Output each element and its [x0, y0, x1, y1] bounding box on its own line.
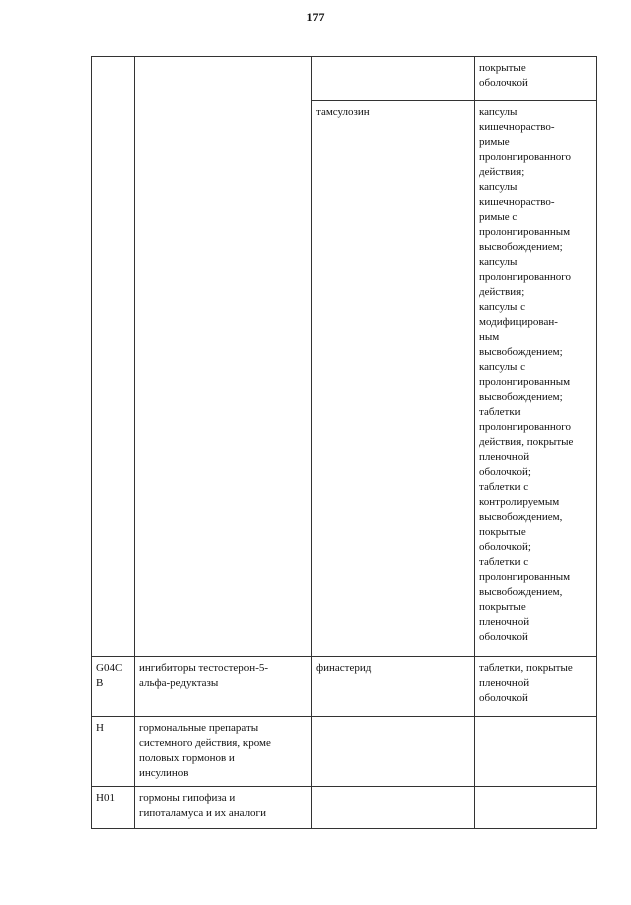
form-text-line: капсулы [479, 181, 518, 193]
group-text-line: ингибиторы тестостерон-5- [139, 662, 269, 674]
form-text-line: капсулы [479, 256, 518, 268]
form-text-line: пролонгированным [479, 226, 571, 238]
drug-cell [312, 787, 475, 829]
form-text-line: капсулы с [479, 361, 526, 373]
table-row [92, 787, 597, 829]
code-text-line: B [96, 677, 104, 689]
form-text-line: пролонгированным [479, 376, 571, 388]
form-text-line: оболочкой [479, 631, 528, 643]
form-text-line: оболочкой; [479, 466, 531, 478]
table-row [92, 57, 597, 101]
form-cell [475, 657, 597, 717]
drug-table [91, 56, 597, 829]
form-text-line: действия; [479, 286, 525, 298]
form-text-line: оболочкой; [479, 541, 531, 553]
form-text-line: высвобождением; [479, 241, 563, 253]
table-row [92, 657, 597, 717]
drug-cell [312, 57, 475, 101]
form-text-line: таблетки с [479, 556, 529, 568]
form-text-line: капсулы с [479, 301, 526, 313]
form-cell [475, 787, 597, 829]
group-text-line: гормоны гипофиза и [139, 792, 236, 804]
group-cell [135, 57, 312, 657]
form-text-line: кишечнораство- [479, 196, 555, 208]
code-cell [92, 787, 135, 829]
group-text-line: гипоталамуса и их аналоги [139, 807, 266, 819]
form-cell [475, 57, 597, 101]
drug-cell [312, 717, 475, 787]
form-text-line: модифицирован- [479, 316, 558, 328]
group-text-line: системного действия, кроме [139, 737, 271, 749]
form-text-line: пленочной [479, 677, 530, 689]
code-text-line: H [96, 722, 104, 734]
page-number: 177 [306, 10, 325, 24]
form-text-line: покрытые [479, 526, 526, 538]
form-text-line: контролируемым [479, 496, 560, 508]
form-text-line: высвобождением, [479, 586, 563, 598]
table-row [92, 717, 597, 787]
form-text-line: ным [479, 331, 500, 343]
form-text-line: пролонгированного [479, 271, 571, 283]
group-text-line: альфа-редуктазы [139, 677, 219, 689]
form-text-line: высвобождением, [479, 511, 563, 523]
form-cell [475, 101, 597, 657]
form-cell [475, 717, 597, 787]
form-text-line: капсулы [479, 106, 518, 118]
drug-text-line: финастерид [316, 662, 372, 674]
code-cell [92, 657, 135, 717]
form-text-line: римые с [479, 211, 518, 223]
code-cell [92, 57, 135, 657]
form-text-line: пролонгированного [479, 151, 571, 163]
group-cell [135, 657, 312, 717]
form-text-line: оболочкой [479, 77, 528, 89]
form-text-line: пленочной [479, 616, 530, 628]
code-cell [92, 717, 135, 787]
drug-cell [312, 101, 475, 657]
group-text-line: инсулинов [139, 767, 189, 779]
group-text-line: гормональные препараты [139, 722, 259, 734]
form-text-line: таблетки, покрытые [479, 662, 573, 674]
form-text-line: высвобождением; [479, 391, 563, 403]
form-text-line: покрытые [479, 62, 526, 74]
form-text-line: римые [479, 136, 510, 148]
form-text-line: действия, покрытые [479, 436, 574, 448]
group-cell [135, 717, 312, 787]
form-text-line: оболочкой [479, 692, 528, 704]
form-text-line: таблетки с [479, 481, 529, 493]
form-text-line: кишечнораство- [479, 121, 555, 133]
drug-text-line: тамсулозин [316, 106, 370, 118]
table-body [92, 57, 597, 829]
form-text-line: покрытые [479, 601, 526, 613]
form-text-line: пролонгированным [479, 571, 571, 583]
code-text-line: H01 [96, 792, 115, 804]
form-text-line: пленочной [479, 451, 530, 463]
form-text-line: пролонгированного [479, 421, 571, 433]
form-text-line: высвобождением; [479, 346, 563, 358]
form-text-line: действия; [479, 166, 525, 178]
form-text-line: таблетки [479, 406, 521, 418]
group-text-line: половых гормонов и [139, 752, 235, 764]
group-cell [135, 787, 312, 829]
code-text-line: G04C [96, 662, 123, 674]
drug-cell [312, 657, 475, 717]
